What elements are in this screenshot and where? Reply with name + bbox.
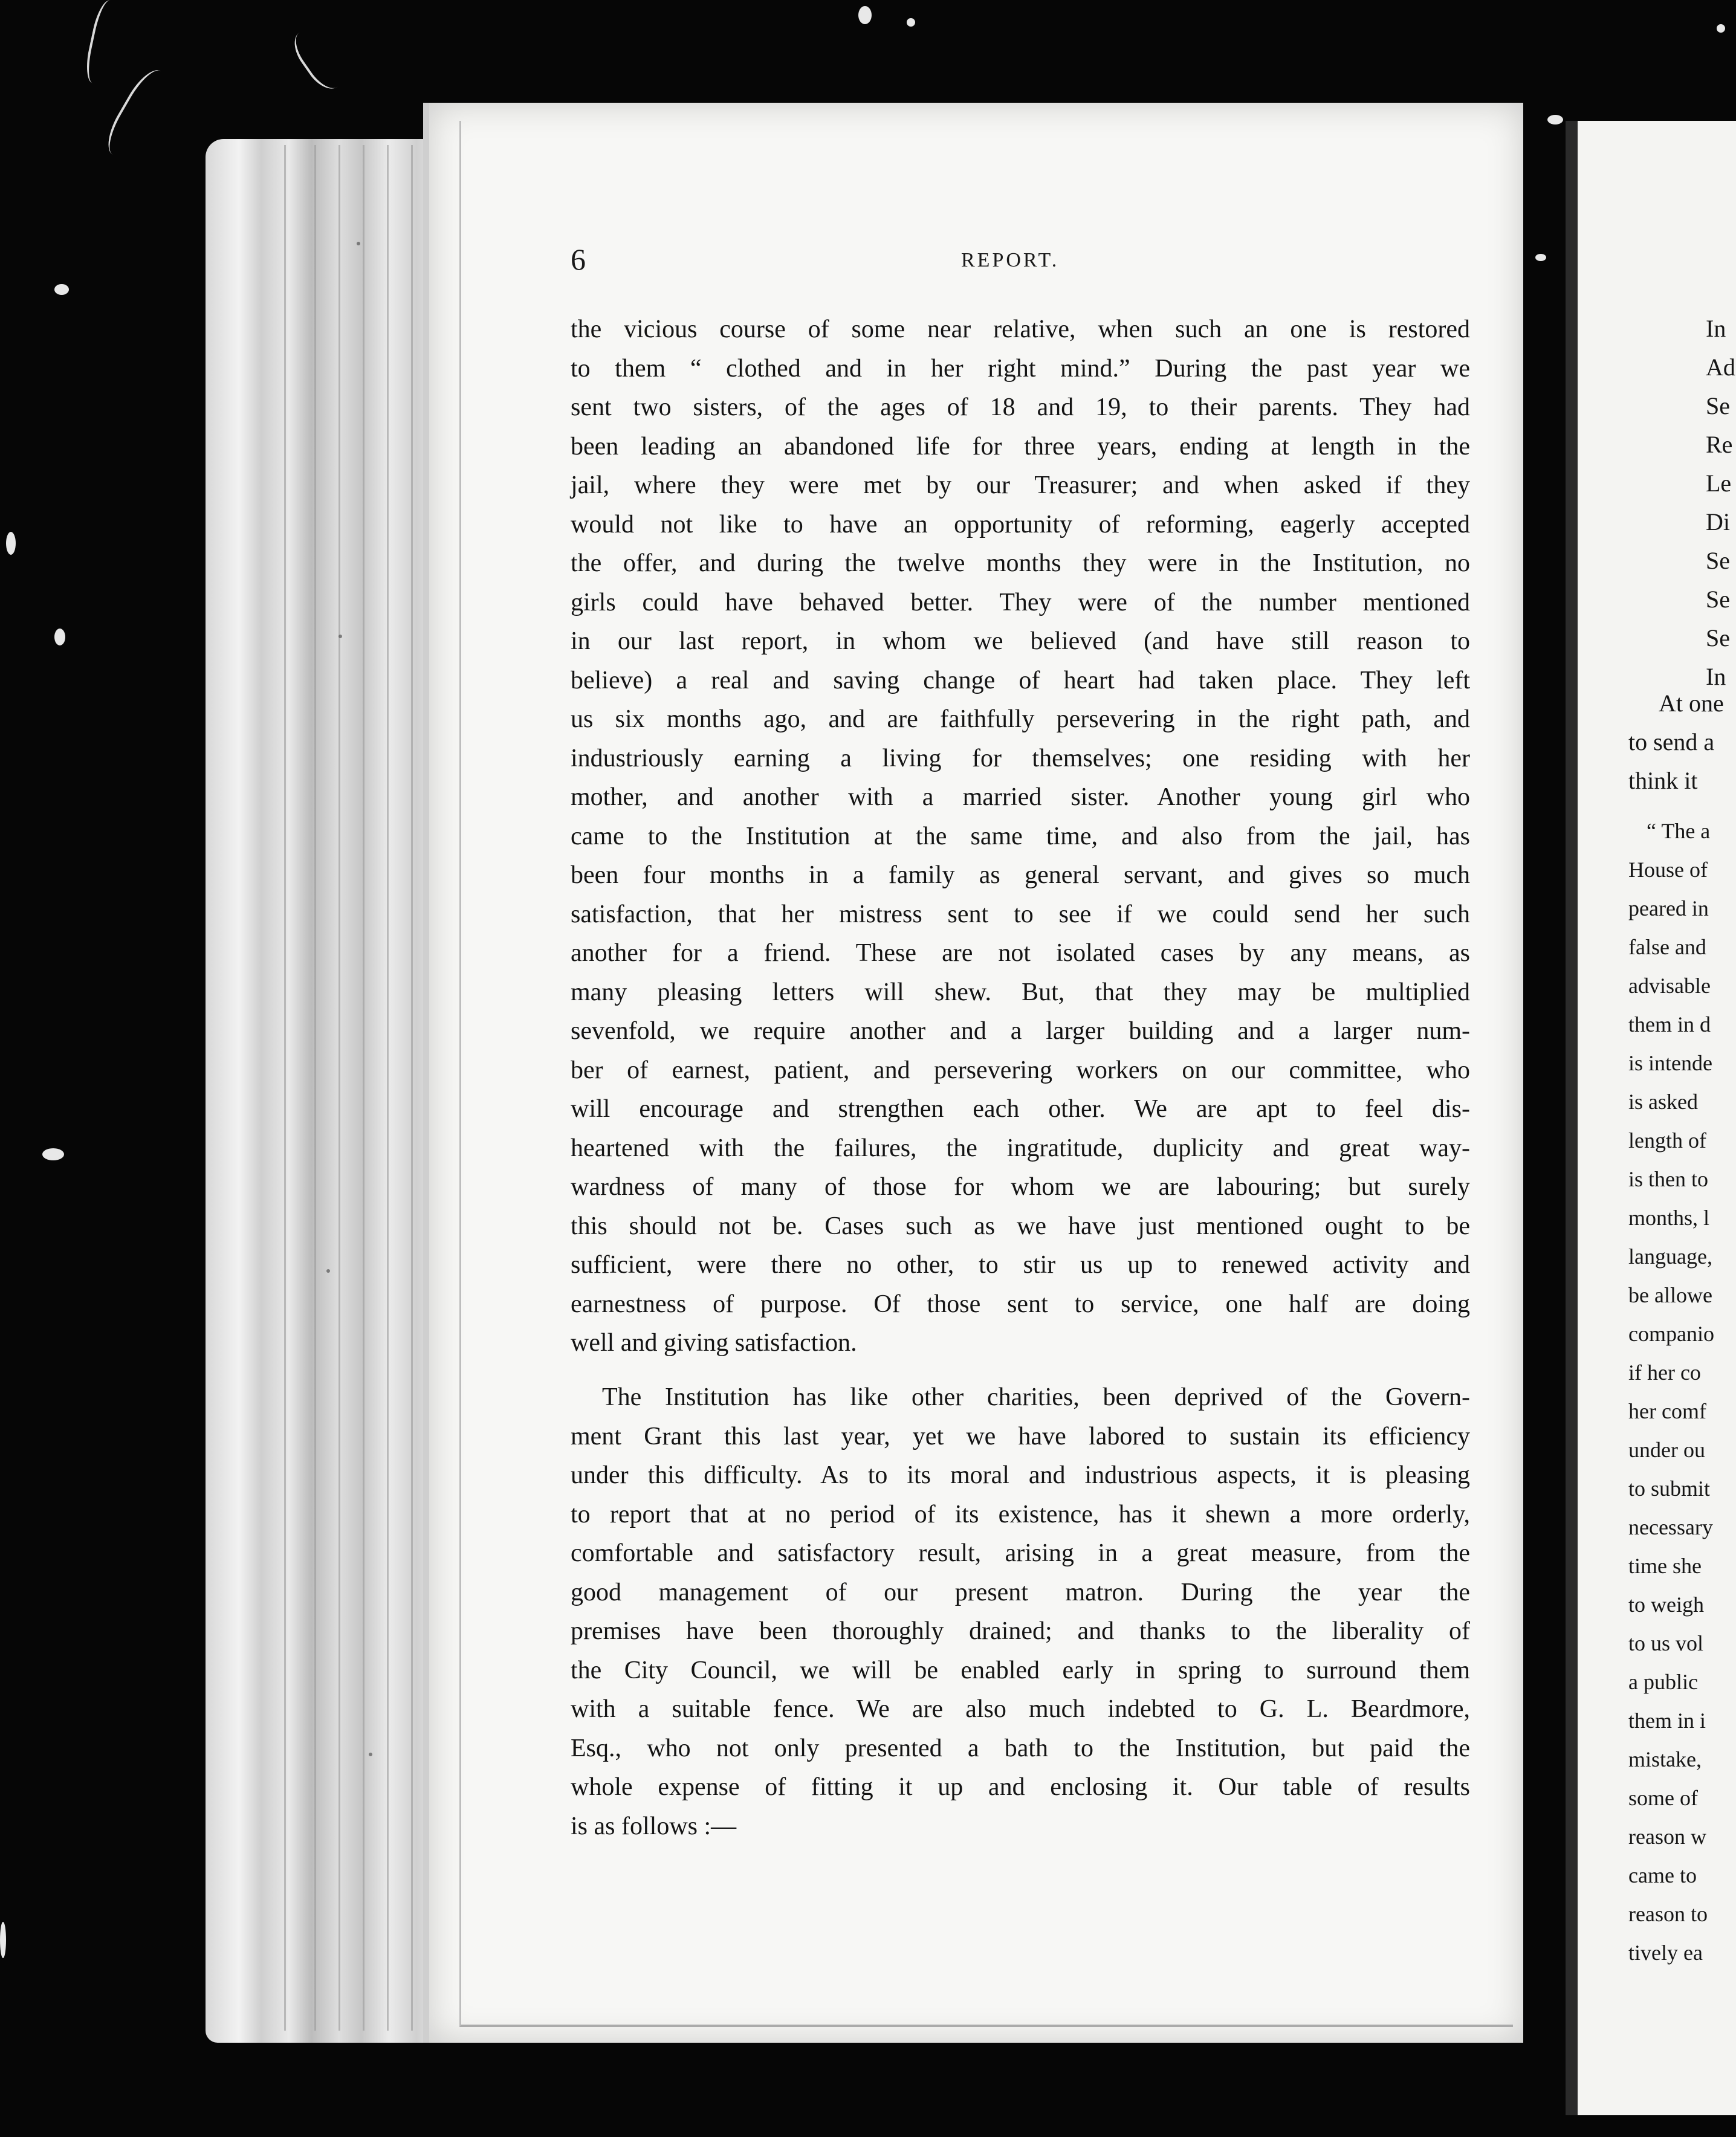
- facing-list-fragment: Le: [1706, 470, 1732, 497]
- page-edge-line: [411, 145, 413, 2031]
- film-speck: [858, 6, 872, 24]
- film-scratch: [287, 19, 357, 96]
- film-speck: [54, 629, 65, 645]
- film-speck: [1717, 24, 1725, 33]
- facing-text-fragment: to weigh: [1628, 1592, 1704, 1617]
- page-edge-line: [338, 145, 340, 2031]
- facing-text-fragment: advisable: [1628, 974, 1711, 998]
- facing-text-fragment: if her co: [1628, 1360, 1701, 1385]
- film-speck: [1535, 254, 1546, 261]
- text-line: believe) a real and saving change of heart had taken place. They left: [571, 666, 1470, 694]
- film-speck: [54, 284, 69, 295]
- film-speck: [0, 1922, 6, 1958]
- film-scratch: [82, 0, 126, 86]
- text-line: premises have been thoroughly drained; and thanks to the liberality of: [571, 1617, 1470, 1645]
- text-line: this should not be. Cases such as we have just mentioned ought to be: [571, 1212, 1470, 1240]
- facing-list-fragment: In: [1706, 663, 1726, 690]
- text-line: comfortable and satisfactory result, arising in a great measure, from the: [571, 1539, 1470, 1567]
- facing-text-fragment: false and: [1628, 935, 1706, 959]
- film-speck: [1547, 115, 1563, 124]
- running-head: REPORT.: [961, 249, 1060, 271]
- edge-speck: [338, 635, 342, 638]
- facing-text-fragment: peared in: [1628, 896, 1709, 920]
- facing-text-fragment: companio: [1628, 1322, 1714, 1346]
- text-line: satisfaction, that her mistress sent to see if we could send her such: [571, 900, 1470, 928]
- facing-list-fragment: Ad: [1706, 354, 1735, 381]
- facing-text-fragment: them in d: [1628, 1012, 1711, 1036]
- text-line: earnestness of purpose. Of those sent to service, one half are doing: [571, 1290, 1470, 1318]
- text-line: with a suitable fence. We are also much indebted to G. L. Beardmore,: [571, 1695, 1470, 1723]
- text-line: the City Council, we will be enabled early in spring to surround them: [571, 1656, 1470, 1684]
- facing-page: [1566, 121, 1736, 2115]
- facing-text-fragment: some of: [1628, 1786, 1698, 1810]
- facing-text-fragment: a public: [1628, 1670, 1698, 1694]
- facing-list-fragment: Se: [1706, 392, 1730, 419]
- page-edge-line: [284, 145, 286, 2031]
- text-line: many pleasing letters will shew. But, that they may be multiplied: [571, 978, 1470, 1006]
- text-line: been four months in a family as general servant, and gives so much: [571, 861, 1470, 889]
- facing-text-fragment: reason w: [1628, 1825, 1706, 1849]
- text-line: us six months ago, and are faithfully persevering in the right path, and: [571, 705, 1470, 733]
- text-line: will encourage and strengthen each other. We are apt to feel dis-: [571, 1095, 1470, 1123]
- text-line: heartened with the failures, the ingratitude, duplicity and great way-: [571, 1134, 1470, 1162]
- facing-list-fragment: In: [1706, 315, 1726, 342]
- text-line: jail, where they were met by our Treasurer; and when asked if they: [571, 471, 1470, 499]
- text-line: wardness of many of those for whom we are labouring; but surely: [571, 1173, 1470, 1201]
- text-line: been leading an abandoned life for three years, ending at length in the: [571, 432, 1470, 461]
- facing-text-fragment: At one: [1659, 690, 1724, 717]
- facing-text-fragment: months, l: [1628, 1206, 1710, 1230]
- text-line: another for a friend. These are not isolated cases by any means, as: [571, 939, 1470, 967]
- edge-speck: [357, 242, 360, 245]
- facing-text-fragment: tively ea: [1628, 1941, 1703, 1965]
- text-line: to report that at no period of its existence, has it shewn a more orderly,: [571, 1500, 1470, 1528]
- text-line: ber of earnest, patient, and persevering workers on our committee, who: [571, 1056, 1470, 1084]
- facing-text-fragment: length of: [1628, 1128, 1706, 1153]
- text-line: to them “ clothed and in her right mind.” During the past year we: [571, 354, 1470, 383]
- text-line: good management of our present matron. During the year the: [571, 1578, 1470, 1606]
- facing-list-fragment: Di: [1706, 508, 1730, 535]
- text-line: the vicious course of some near relative, when such an one is restored: [571, 315, 1470, 343]
- facing-list-fragment: Re: [1706, 431, 1733, 458]
- text-line: under this difficulty. As to its moral and industrious aspects, it is pleasing: [571, 1461, 1470, 1489]
- facing-text-fragment: be allowe: [1628, 1283, 1712, 1307]
- facing-text-fragment: mistake,: [1628, 1747, 1702, 1771]
- facing-text-fragment: to send a: [1628, 728, 1715, 755]
- film-speck: [42, 1148, 64, 1160]
- facing-text-fragment: under ou: [1628, 1438, 1705, 1462]
- text-line: came to the Institution at the same time, and also from the jail, has: [571, 822, 1470, 850]
- text-line: The Institution has like other charities, been deprived of the Govern-: [602, 1383, 1470, 1411]
- facing-text-fragment: “ The a: [1647, 819, 1711, 843]
- text-line: sevenfold, we require another and a larger building and a larger num-: [571, 1017, 1470, 1045]
- text-line: would not like to have an opportunity of reforming, eagerly accepted: [571, 510, 1470, 538]
- facing-list-fragment: Se: [1706, 547, 1730, 574]
- facing-text-fragment: is asked: [1628, 1090, 1698, 1114]
- facing-text-fragment: time she: [1628, 1554, 1702, 1578]
- edge-speck: [326, 1269, 330, 1273]
- text-line: the offer, and during the twelve months they were in the Institution, no: [571, 549, 1470, 577]
- facing-text-fragment: think it: [1628, 767, 1698, 794]
- page-edge-line: [363, 145, 364, 2031]
- film-scratch: [99, 63, 181, 167]
- text-line: girls could have behaved better. They were of the number mentioned: [571, 588, 1470, 616]
- facing-text-fragment: them in i: [1628, 1709, 1706, 1733]
- facing-text-fragment: House of: [1628, 858, 1708, 882]
- text-line: in our last report, in whom we believed (and have still reason to: [571, 627, 1470, 655]
- text-line: sufficient, were there no other, to stir us up to renewed activity and: [571, 1251, 1470, 1279]
- text-line: industriously earning a living for themselves; one residing with her: [571, 744, 1470, 772]
- facing-list-fragment: Se: [1706, 624, 1730, 651]
- paragraph-1: [571, 310, 1470, 1363]
- facing-list-fragment: Se: [1706, 586, 1730, 613]
- edge-speck: [369, 1753, 372, 1756]
- text-line: whole expense of fitting it up and enclosing it. Our table of results: [571, 1773, 1470, 1801]
- text-line: well and giving satisfaction.: [571, 1329, 857, 1357]
- text-line: ment Grant this last year, yet we have labored to sustain its efficiency: [571, 1422, 1470, 1450]
- facing-text-fragment: to submit: [1628, 1476, 1711, 1501]
- page-edge-line: [314, 145, 316, 2031]
- film-speck: [907, 18, 915, 27]
- facing-text-fragment: came to: [1628, 1863, 1697, 1887]
- paragraph-2: [571, 1378, 1470, 1846]
- page-number: 6: [571, 242, 586, 276]
- facing-text-fragment: necessary: [1628, 1515, 1713, 1539]
- facing-text-fragment: reason to: [1628, 1902, 1708, 1926]
- film-speck: [6, 532, 16, 555]
- facing-text-fragment: is intende: [1628, 1051, 1712, 1075]
- text-line: mother, and another with a married sister. Another young girl who: [571, 783, 1470, 811]
- facing-text-fragment: to us vol: [1628, 1631, 1704, 1655]
- text-line: is as follows :—: [571, 1812, 737, 1840]
- text-line: Esq., who not only presented a bath to the Institution, but paid the: [571, 1734, 1470, 1762]
- facing-text-fragment: is then to: [1628, 1167, 1708, 1191]
- text-line: sent two sisters, of the ages of 18 and 19, to their parents. They had: [571, 393, 1470, 421]
- facing-text-fragment: language,: [1628, 1244, 1712, 1269]
- facing-text-fragment: her comf: [1628, 1399, 1706, 1423]
- page-edge-line: [387, 145, 389, 2031]
